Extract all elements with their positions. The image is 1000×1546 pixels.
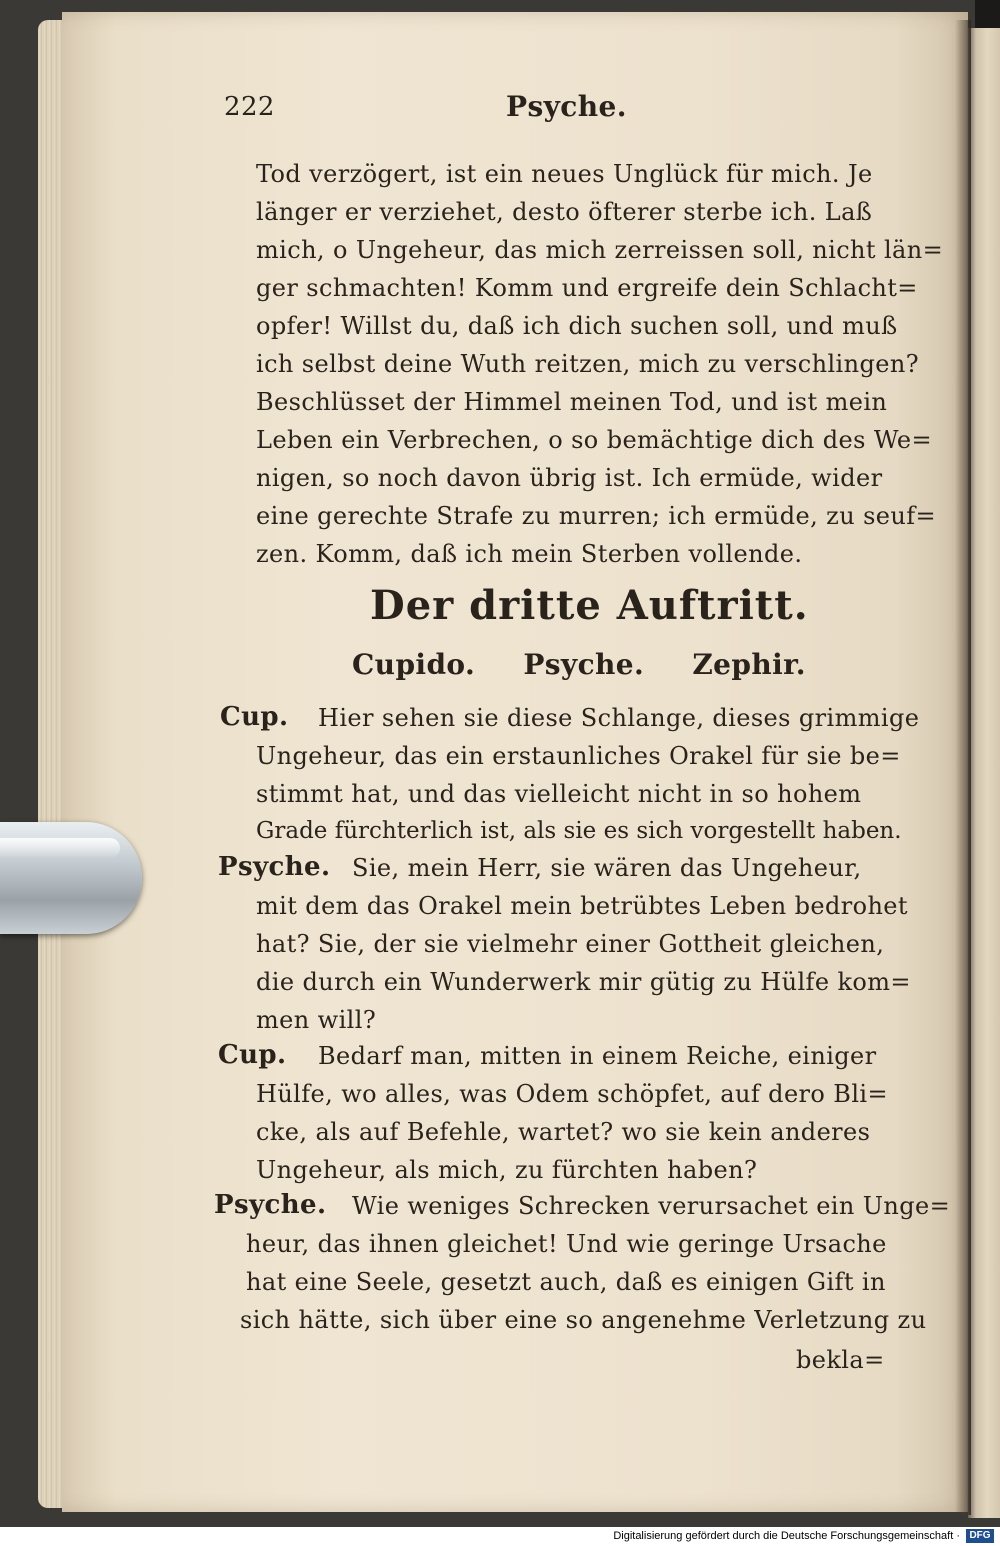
text-line: Beschlüsset der Himmel meinen Tod, und ist mein: [256, 388, 888, 416]
dialogue-line: die durch ein Wunderwerk mir gütig zu Hülfe kom=: [256, 968, 911, 996]
dialogue-line: sich hätte, sich über eine so angenehme Verletzung zu: [240, 1306, 927, 1334]
dialogue-line: stimmt hat, und das vielleicht nicht in so hohem: [256, 780, 862, 808]
cast-list: Cupido. Psyche. Zephir.: [352, 648, 806, 681]
dfg-logo: DFG: [966, 1529, 994, 1543]
dialogue-line: Ungeheur, das ein erstaunliches Orakel für sie be=: [256, 742, 901, 770]
dialogue-line: mit dem das Orakel mein betrübtes Leben bedrohet: [256, 892, 908, 920]
footer-credit: Digitalisierung gefördert durch die Deutsche Forschungsgemeinschaft ·: [613, 1530, 960, 1542]
text-line: Leben ein Verbrechen, o so bemächtige dich des We=: [256, 426, 933, 454]
speaker-label: Cup.: [218, 1040, 287, 1070]
text-line: opfer! Willst du, daß ich dich suchen soll, und muß: [256, 312, 898, 340]
text-line: eine gerechte Strafe zu murren; ich ermüde, zu seuf=: [256, 502, 937, 530]
dialogue-line: Hülfe, wo alles, was Odem schöpfet, auf dero Bli=: [256, 1080, 888, 1108]
dialogue-line: Hier sehen sie diese Schlange, dieses grimmige: [318, 704, 920, 732]
speaker-label: Cup.: [220, 702, 289, 732]
text-line: zen. Komm, daß ich mein Sterben vollende.: [256, 540, 803, 568]
text-line: länger er verziehet, desto öfterer sterbe ich. Laß: [256, 198, 873, 226]
dialogue-line: cke, als auf Befehle, wartet? wo sie kein anderes: [256, 1118, 871, 1146]
text-line: ger schmachten! Komm und ergreife dein Schlacht=: [256, 274, 918, 302]
catchword: bekla=: [796, 1346, 885, 1374]
page-clip-highlight: [0, 838, 120, 858]
text-line: nigen, so noch davon übrig ist. Ich ermüde, wider: [256, 464, 883, 492]
speaker-label: Psyche.: [218, 852, 331, 882]
dialogue-line: Sie, mein Herr, sie wären das Ungeheur,: [352, 854, 862, 882]
dialogue-line: men will?: [256, 1006, 377, 1034]
dialogue-line: Wie weniges Schrecken verursachet ein Unge=: [352, 1192, 951, 1220]
dialogue-line: Ungeheur, als mich, zu fürchten haben?: [256, 1156, 758, 1184]
dialogue-line: Grade fürchterlich ist, als sie es sich vorgestellt haben.: [256, 818, 902, 844]
dialogue-line: heur, das ihnen gleichet! Und wie geringe Ursache: [246, 1230, 887, 1258]
speaker-label: Psyche.: [214, 1190, 327, 1220]
dialogue-line: hat eine Seele, gesetzt auch, daß es einigen Gift in: [246, 1268, 886, 1296]
text-line: mich, o Ungeheur, das mich zerreissen soll, nicht län=: [256, 236, 944, 264]
dialogue-line: Bedarf man, mitten in einem Reiche, einiger: [318, 1042, 877, 1070]
scene-heading: Der dritte Auftritt.: [370, 582, 809, 629]
page-number: 222: [224, 92, 275, 122]
text-line: ich selbst deine Wuth reitzen, mich zu verschlingen?: [256, 350, 919, 378]
dialogue-line: hat? Sie, der sie vielmehr einer Gottheit gleichen,: [256, 930, 885, 958]
running-head: Psyche.: [506, 90, 627, 123]
text-line: Tod verzögert, ist ein neues Unglück für mich. Je: [256, 160, 873, 188]
spine-shadow: [955, 20, 971, 1515]
right-page-edge: [968, 28, 1000, 1518]
